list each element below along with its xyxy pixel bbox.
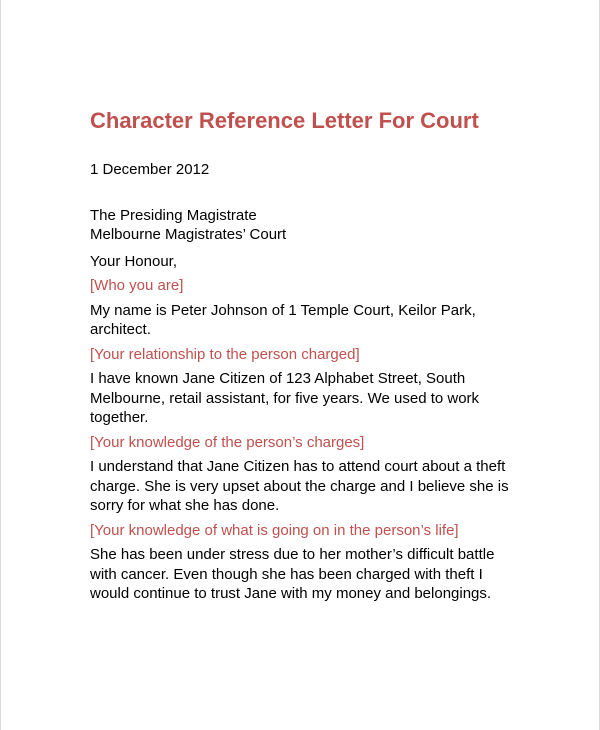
prompt-life-circumstances: [Your knowledge of what is going on in the person’s life] xyxy=(90,521,459,539)
prompt-relationship: [Your relationship to the person charged] xyxy=(90,345,360,363)
prompt-who-you-are: [Who you are] xyxy=(90,277,184,294)
letter-title: Character Reference Letter For Court xyxy=(90,108,479,133)
paragraph-knowledge-of-charges: I understand that Jane Citizen has to attend court about a theft charge. She is very upset about the charge and I believe she is sorry for what she has done. xyxy=(90,458,509,514)
prompt-knowledge-of-charges: [Your knowledge of the person’s charges] xyxy=(90,433,365,451)
letter-body xyxy=(90,106,520,604)
recipient-court: Melbourne Magistrates’ Court xyxy=(90,226,287,243)
recipient-name: The Presiding Magistrate xyxy=(90,206,257,224)
recipient-block xyxy=(90,206,520,245)
letter-date: 1 December 2012 xyxy=(90,161,210,178)
page-edge-left xyxy=(0,0,1,730)
paragraph-life-circumstances: She has been under stress due to her mother’s difficult battle with cancer. Even though she has been charged with theft I would continue to trust Jane with my money and belongings. xyxy=(90,546,495,602)
paragraph-relationship: I have known Jane Citizen of 123 Alphabet Street, South Melbourne, retail assistant, for five years. We used to work together. xyxy=(90,370,480,426)
paragraph-who-you-are: My name is Peter Johnson of 1 Temple Court, Keilor Park, architect. xyxy=(90,301,476,338)
salutation: Your Honour, xyxy=(90,252,178,270)
